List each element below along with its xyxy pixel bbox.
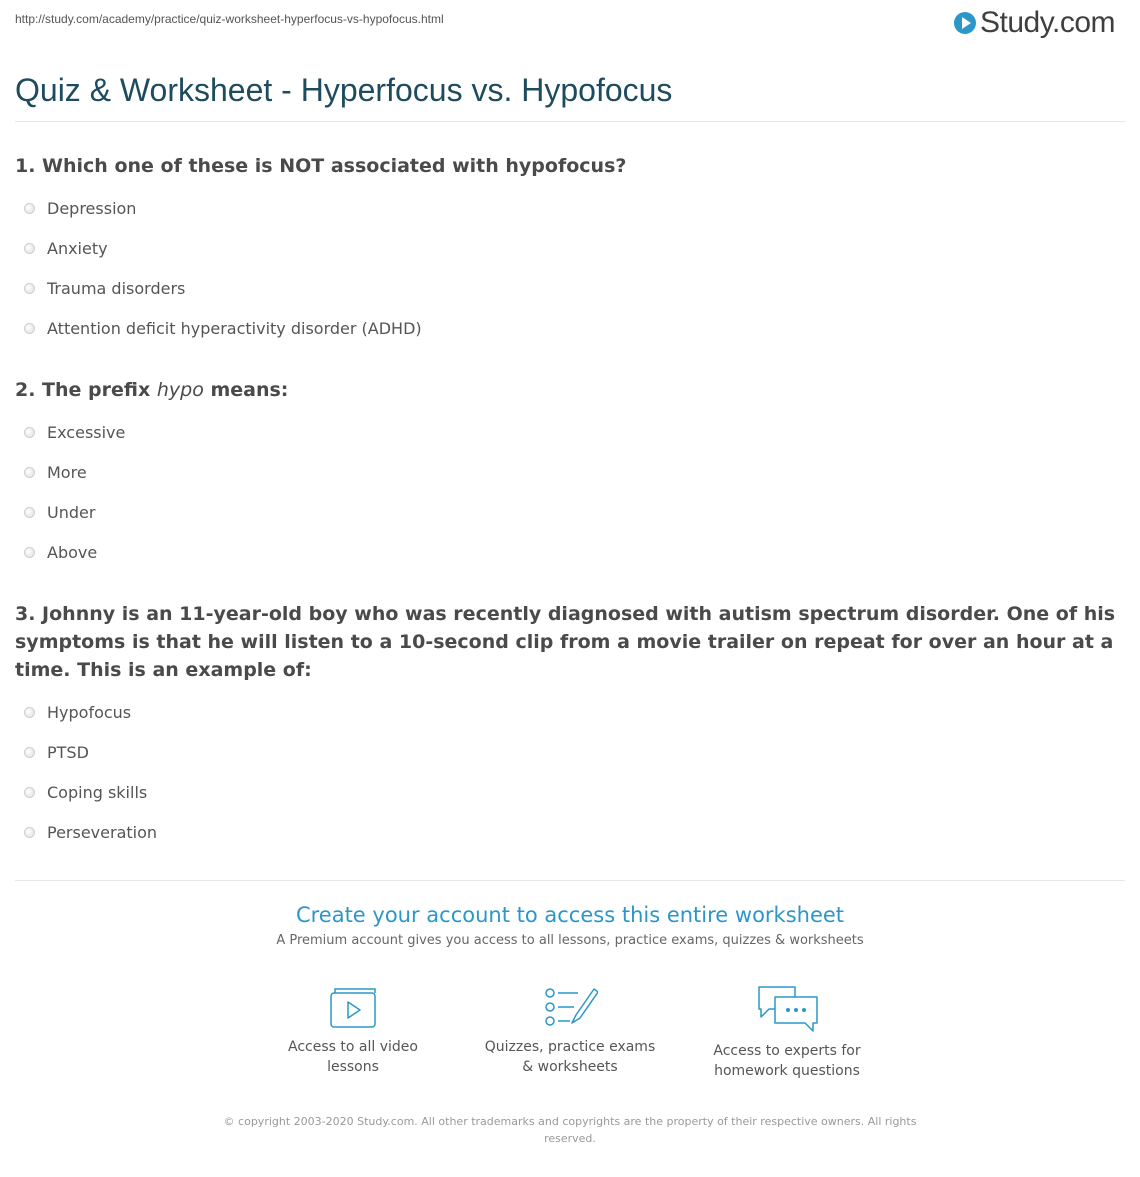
cta-link[interactable]: Create your account to access this entire worksheet: [295, 903, 845, 927]
option[interactable]: [15, 308, 1125, 348]
option[interactable]: [15, 412, 1125, 452]
radio-button[interactable]: [24, 467, 35, 478]
top-bar: [15, 0, 1125, 50]
option-label: Under: [47, 502, 96, 522]
feature-label: Access to all video lessons: [288, 1039, 418, 1075]
video-play-icon: [327, 985, 379, 1029]
radio-button[interactable]: [24, 827, 35, 838]
option-label: Perseveration: [47, 822, 158, 842]
option[interactable]: [15, 492, 1125, 532]
option-label: Excessive: [47, 422, 126, 442]
signup-cta: [0, 903, 1140, 948]
feature-quizzes: [462, 985, 679, 1081]
question-1: [15, 152, 1125, 348]
feature-label: Access to experts for homework questions: [713, 1043, 861, 1079]
radio-button[interactable]: [24, 787, 35, 798]
divider: [15, 121, 1125, 122]
option-label: Above: [47, 542, 98, 562]
feature-video-lessons: [245, 985, 462, 1081]
question-text: 3. Johnny is an 11-year-old boy who was recently diagnosed with autism spectrum disorder. One of his symptoms is that he will listen to a 10-second clip from a movie trailer on repeat for over an hour at a time. This is an example of:: [15, 603, 1116, 681]
page-url: http://study.com/academy/practice/quiz-worksheet-hyperfocus-vs-hypofocus.html: [15, 12, 444, 26]
options-list: [15, 412, 1125, 572]
question-text: 1. Which one of these is NOT associated with hypofocus?: [15, 155, 627, 177]
option-label: Trauma disorders: [47, 278, 186, 298]
option-label: Coping skills: [47, 782, 148, 802]
feature-label: Quizzes, practice exams & worksheets: [484, 1039, 656, 1075]
option-label: More: [47, 462, 87, 482]
features-row: [0, 985, 1140, 1081]
quiz-checklist-icon: [542, 985, 598, 1029]
option[interactable]: [15, 452, 1125, 492]
option-label: Anxiety: [47, 238, 108, 258]
study-logo[interactable]: [954, 6, 1115, 40]
radio-button[interactable]: [24, 547, 35, 558]
logo-text: Study.com: [980, 6, 1115, 39]
option[interactable]: [15, 812, 1125, 852]
radio-button[interactable]: [24, 283, 35, 294]
chat-bubbles-icon: [755, 985, 819, 1033]
question-text-italic: hypo: [156, 379, 204, 401]
cta-subtitle: A Premium account gives you access to all lessons, practice exams, quizzes & worksheets: [276, 933, 864, 948]
option[interactable]: [15, 228, 1125, 268]
option-label: Depression: [47, 198, 137, 218]
question-3: [15, 600, 1125, 852]
question-2: [15, 376, 1125, 572]
question-text-start: 2. The prefix: [15, 379, 157, 401]
radio-button[interactable]: [24, 507, 35, 518]
option[interactable]: [15, 188, 1125, 228]
options-list: [15, 692, 1125, 852]
divider: [15, 880, 1125, 881]
page-title: Quiz & Worksheet - Hyperfocus vs. Hypofocus: [15, 72, 673, 108]
options-list: [15, 188, 1125, 348]
feature-experts: [679, 985, 896, 1081]
option-label: PTSD: [47, 742, 89, 762]
radio-button[interactable]: [24, 323, 35, 334]
option[interactable]: [15, 772, 1125, 812]
radio-button[interactable]: [24, 427, 35, 438]
option[interactable]: [15, 732, 1125, 772]
radio-button[interactable]: [24, 243, 35, 254]
question-text: [15, 376, 1125, 404]
copyright-text: © copyright 2003-2020 Study.com. All other trademarks and copyrights are the property of their respective owners. All rights reserved.: [223, 1115, 917, 1145]
option-label: Hypofocus: [47, 702, 132, 722]
option[interactable]: [15, 532, 1125, 572]
option-label: Attention deficit hyperactivity disorder (ADHD): [47, 318, 422, 338]
option[interactable]: [15, 692, 1125, 732]
radio-button[interactable]: [24, 203, 35, 214]
play-circle-icon: [954, 12, 976, 34]
question-text-end: means:: [203, 379, 289, 401]
radio-button[interactable]: [24, 747, 35, 758]
radio-button[interactable]: [24, 707, 35, 718]
option[interactable]: [15, 268, 1125, 308]
